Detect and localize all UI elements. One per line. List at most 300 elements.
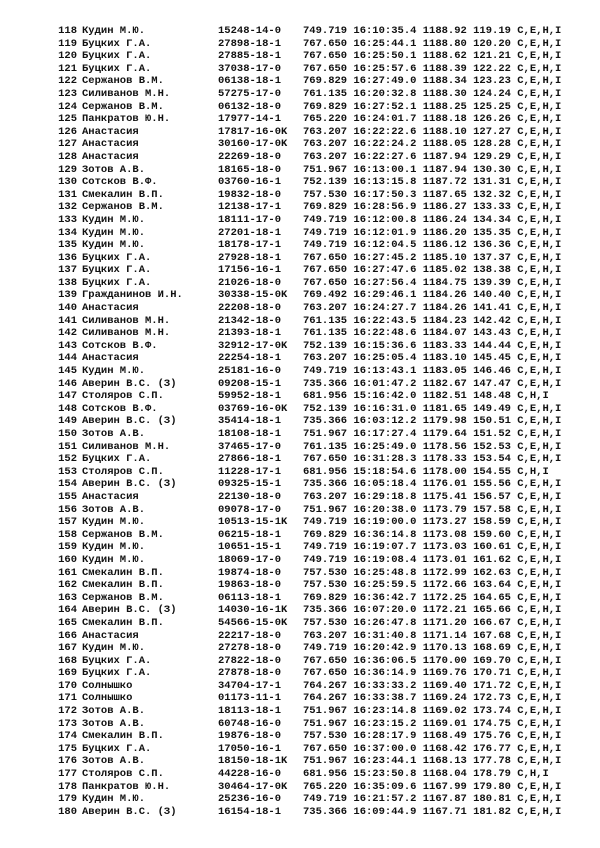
list-item: [53, 743, 593, 756]
list-item: [53, 189, 593, 202]
owner-name: Сержанов В.М.: [82, 528, 164, 541]
ring-code: 10651-15-1: [218, 541, 282, 554]
result-values: 749.719 16:19:08.4 1173.01 161.62 C,E,H,I: [303, 553, 562, 566]
list-item: [53, 50, 593, 63]
result-values: 769.829 16:27:52.1 1188.25 125.25 C,E,H,I: [303, 100, 562, 113]
row-number: 152: [58, 453, 77, 466]
row-number: 137: [58, 264, 77, 277]
ring-code: 11228-17-1: [218, 465, 282, 478]
result-values: 763.207 16:22:22.6 1188.10 127.27 C,E,H,I: [303, 125, 562, 138]
row-number: 131: [58, 188, 77, 201]
row-number: 130: [58, 176, 77, 189]
result-values: 765.220 16:24:01.7 1188.18 126.26 C,E,H,I: [303, 113, 562, 126]
list-item: [53, 315, 593, 328]
owner-name: Буцких Г.А.: [82, 276, 152, 289]
ring-code: 19832-18-0: [218, 188, 282, 201]
list-item: [53, 365, 593, 378]
row-number: 160: [58, 553, 77, 566]
owner-name: Сотсков В.Ф.: [82, 339, 158, 352]
ring-code: 60748-16-0: [218, 717, 282, 730]
ring-code: 16154-18-1: [218, 805, 282, 818]
result-values: 749.719 16:19:07.7 1173.03 160.61 C,E,H,I: [303, 541, 562, 554]
list-item: [53, 478, 593, 491]
list-item: [53, 504, 593, 517]
result-values: 735.366 16:03:12.2 1179.98 150.51 C,E,H,I: [303, 415, 562, 428]
list-item: [53, 378, 593, 391]
owner-name: Зотов А.В.: [82, 503, 146, 516]
result-values: 767.650 16:25:57.6 1188.39 122.22 C,E,H,I: [303, 62, 562, 75]
row-number: 167: [58, 642, 77, 655]
ring-code: 18178-17-1: [218, 239, 282, 252]
owner-name: Кудин М.Ю.: [82, 239, 146, 252]
row-number: 148: [58, 402, 77, 415]
owner-name: Сотсков В.Ф.: [82, 402, 158, 415]
row-number: 144: [58, 352, 77, 365]
result-values: 735.366 16:01:47.2 1182.67 147.47 C,E,H,I: [303, 377, 562, 390]
ring-code: 18113-18-1: [218, 705, 282, 718]
result-values: 769.829 16:28:56.9 1186.27 133.33 C,E,H,I: [303, 201, 562, 214]
row-number: 136: [58, 251, 77, 264]
ring-code: 27928-18-1: [218, 251, 282, 264]
ring-code: 14030-16-1K: [218, 604, 288, 617]
result-values: 752.139 16:15:36.6 1183.33 144.44 C,E,H,I: [303, 339, 562, 352]
owner-name: Сотсков В.Ф.: [82, 176, 158, 189]
result-values: 767.650 16:27:47.6 1185.02 138.38 C,E,H,I: [303, 264, 562, 277]
result-values: 751.967 16:23:44.1 1168.13 177.78 C,E,H,I: [303, 755, 562, 768]
result-values: 757.530 16:17:50.3 1187.65 132.32 C,E,H,I: [303, 188, 562, 201]
row-number: 141: [58, 314, 77, 327]
ring-code: 19874-18-0: [218, 566, 282, 579]
list-item: [53, 264, 593, 277]
ring-code: 30464-17-0K: [218, 780, 288, 793]
owner-name: Смекалин В.П.: [82, 188, 164, 201]
owner-name: Солнышко: [82, 692, 133, 705]
row-number: 138: [58, 276, 77, 289]
row-number: 158: [58, 528, 77, 541]
row-number: 128: [58, 150, 77, 163]
result-values: 749.719 16:10:35.4 1188.92 119.19 C,E,H,I: [303, 25, 562, 37]
owner-name: Кудин М.Ю.: [82, 541, 146, 554]
list-item: [53, 554, 593, 567]
ring-code: 32912-17-0K: [218, 339, 288, 352]
ring-code: 21342-18-0: [218, 314, 282, 327]
ring-code: 17156-16-1: [218, 264, 282, 277]
result-values: 735.366 16:05:18.4 1176.01 155.56 C,E,H,I: [303, 478, 562, 491]
ring-code: 03769-16-0K: [218, 402, 288, 415]
ring-code: 54566-15-0K: [218, 616, 288, 629]
owner-name: Буцких Г.А.: [82, 667, 152, 680]
result-values: 749.719 16:12:01.9 1186.20 135.35 C,E,H,I: [303, 226, 562, 239]
result-values: 735.366 16:09:44.9 1167.71 181.82 C,E,H,I: [303, 805, 562, 818]
ring-code: 18150-18-1K: [218, 755, 288, 768]
row-number: 155: [58, 490, 77, 503]
owner-name: Аверин В.С. (З): [82, 377, 177, 390]
ring-code: 27278-18-0: [218, 642, 282, 655]
ring-code: 06215-18-1: [218, 528, 282, 541]
row-number: 164: [58, 604, 77, 617]
row-number: 162: [58, 579, 77, 592]
row-number: 142: [58, 327, 77, 340]
owner-name: Сержанов В.М.: [82, 100, 164, 113]
ring-code: 18111-17-0: [218, 213, 282, 226]
list-item: [53, 415, 593, 428]
list-item: [53, 25, 593, 38]
owner-name: Буцких Г.А.: [82, 50, 152, 63]
owner-name: Буцких Г.А.: [82, 453, 152, 466]
ring-code: 06138-18-1: [218, 75, 282, 88]
list-item: [53, 75, 593, 88]
owner-name: Силиванов М.Н.: [82, 314, 171, 327]
ring-code: 34704-17-1: [218, 679, 282, 692]
result-values: 767.650 16:31:28.3 1178.33 153.54 C,E,H,I: [303, 453, 562, 466]
ring-code: 18165-18-0: [218, 163, 282, 176]
result-values: 749.719 16:19:00.0 1173.27 158.59 C,E,H,I: [303, 516, 562, 529]
list-item: [53, 214, 593, 227]
owner-name: Зотов А.В.: [82, 755, 146, 768]
owner-name: Буцких Г.А.: [82, 654, 152, 667]
row-number: 174: [58, 730, 77, 743]
owner-name: Кудин М.Ю.: [82, 793, 146, 806]
result-values: 757.530 16:28:17.9 1168.49 175.76 C,E,H,I: [303, 730, 562, 743]
ring-code: 30338-15-0K: [218, 289, 288, 302]
ring-code: 27822-18-0: [218, 654, 282, 667]
row-number: 163: [58, 591, 77, 604]
owner-name: Смекалин В.П.: [82, 566, 164, 579]
row-number: 150: [58, 428, 77, 440]
ring-code: 30160-17-0K: [218, 138, 288, 151]
list-item: [53, 630, 593, 643]
list-item: [53, 692, 593, 705]
owner-name: Зотов А.В.: [82, 717, 146, 730]
result-values: 751.967 16:23:15.2 1169.01 174.75 C,E,H,I: [303, 717, 562, 730]
result-values: 751.967 16:20:38.0 1173.79 157.58 C,E,H,I: [303, 503, 562, 516]
ring-code: 25236-16-0: [218, 793, 282, 806]
results-list: [53, 25, 593, 818]
list-item: [53, 327, 593, 340]
row-number: 143: [58, 339, 77, 352]
list-item: [53, 151, 593, 164]
list-item: [53, 680, 593, 693]
result-values: 765.220 16:35:09.6 1167.99 179.80 C,E,H,I: [303, 780, 562, 793]
list-item: [53, 579, 593, 592]
owner-name: Зотов А.В.: [82, 163, 146, 176]
list-item: [53, 352, 593, 365]
result-values: 761.135 16:20:32.8 1188.30 124.24 C,E,H,I: [303, 87, 562, 100]
owner-name: Панкратов Ю.Н.: [82, 780, 171, 793]
ring-code: 18069-17-0: [218, 553, 282, 566]
owner-name: Кудин М.Ю.: [82, 213, 146, 226]
row-number: 168: [58, 654, 77, 667]
ring-code: 22208-18-0: [218, 302, 282, 315]
ring-code: 15248-14-0: [218, 25, 282, 37]
ring-code: 19863-18-0: [218, 579, 282, 592]
row-number: 166: [58, 629, 77, 642]
list-item: [53, 755, 593, 768]
row-number: 126: [58, 125, 77, 138]
result-values: 751.967 16:23:14.8 1169.02 173.74 C,E,H,I: [303, 705, 562, 718]
row-number: 154: [58, 478, 77, 491]
row-number: 132: [58, 201, 77, 214]
row-number: 175: [58, 742, 77, 755]
list-item: [53, 239, 593, 252]
list-item: [53, 768, 593, 781]
owner-name: Анастасия: [82, 352, 139, 365]
list-item: [53, 705, 593, 718]
result-values: 681.956 15:16:42.0 1182.51 148.48 C,H,I: [303, 390, 549, 403]
owner-name: Анастасия: [82, 490, 139, 503]
result-values: 749.719 16:12:04.5 1186.12 136.36 C,E,H,I: [303, 239, 562, 252]
ring-code: 59952-18-1: [218, 390, 282, 403]
list-item: [53, 88, 593, 101]
owner-name: Анастасия: [82, 138, 139, 151]
row-number: 165: [58, 616, 77, 629]
list-item: [53, 604, 593, 617]
list-item: [53, 176, 593, 189]
ring-code: 03760-16-1: [218, 176, 282, 189]
result-values: 752.139 16:16:31.0 1181.65 149.49 C,E,H,I: [303, 402, 562, 415]
row-number: 121: [58, 62, 77, 75]
ring-code: 37465-17-0: [218, 440, 282, 453]
row-number: 140: [58, 302, 77, 315]
ring-code: 21393-18-1: [218, 327, 282, 340]
ring-code: 17817-16-0K: [218, 125, 288, 138]
list-item: [53, 617, 593, 630]
row-number: 161: [58, 566, 77, 579]
owner-name: Анастасия: [82, 629, 139, 642]
result-values: 764.267 16:33:38.7 1169.24 172.73 C,E,H,I: [303, 692, 562, 705]
list-item: [53, 491, 593, 504]
owner-name: Анастасия: [82, 125, 139, 138]
row-number: 118: [58, 25, 77, 37]
result-values: 763.207 16:22:24.2 1188.05 128.28 C,E,H,I: [303, 138, 562, 151]
owner-name: Солнышко: [82, 679, 133, 692]
owner-name: Зотов А.В.: [82, 428, 146, 440]
owner-name: Силиванов М.Н.: [82, 87, 171, 100]
list-item: [53, 655, 593, 668]
owner-name: Сержанов В.М.: [82, 75, 164, 88]
list-item: [53, 113, 593, 126]
result-values: 769.829 16:36:14.8 1173.08 159.60 C,E,H,I: [303, 528, 562, 541]
ring-code: 17977-14-1: [218, 113, 282, 126]
ring-code: 27866-18-1: [218, 453, 282, 466]
list-item: [53, 529, 593, 542]
list-item: [53, 718, 593, 731]
owner-name: Кудин М.Ю.: [82, 642, 146, 655]
owner-name: Столяров С.П.: [82, 390, 164, 403]
list-item: [53, 302, 593, 315]
ring-code: 22217-18-0: [218, 629, 282, 642]
list-item: [53, 428, 593, 441]
row-number: 124: [58, 100, 77, 113]
owner-name: Буцких Г.А.: [82, 264, 152, 277]
row-number: 178: [58, 780, 77, 793]
result-values: 751.967 16:17:27.4 1179.64 151.52 C,E,H,I: [303, 428, 562, 440]
result-values: 749.719 16:13:43.1 1183.05 146.46 C,E,H,I: [303, 365, 562, 378]
ring-code: 06132-18-0: [218, 100, 282, 113]
list-item: [53, 289, 593, 302]
list-item: [53, 138, 593, 151]
result-values: 769.829 16:36:42.7 1172.25 164.65 C,E,H,I: [303, 591, 562, 604]
list-item: [53, 781, 593, 794]
ring-code: 22254-18-1: [218, 352, 282, 365]
owner-name: Смекалин В.П.: [82, 579, 164, 592]
row-number: 127: [58, 138, 77, 151]
ring-code: 22269-18-0: [218, 150, 282, 163]
row-number: 123: [58, 87, 77, 100]
ring-code: 12138-17-1: [218, 201, 282, 214]
owner-name: Кудин М.Ю.: [82, 516, 146, 529]
result-values: 767.650 16:36:06.5 1170.00 169.70 C,E,H,I: [303, 654, 562, 667]
list-item: [53, 541, 593, 554]
list-item: [53, 201, 593, 214]
result-values: 757.530 16:25:48.8 1172.99 162.63 C,E,H,I: [303, 566, 562, 579]
ring-code: 09325-15-1: [218, 478, 282, 491]
row-number: 133: [58, 213, 77, 226]
row-number: 177: [58, 768, 77, 781]
row-number: 146: [58, 377, 77, 390]
list-item: [53, 277, 593, 290]
ring-code: 06113-18-1: [218, 591, 282, 604]
owner-name: Сержанов В.М.: [82, 591, 164, 604]
ring-code: 01173-11-1: [218, 692, 282, 705]
ring-code: 10513-15-1K: [218, 516, 288, 529]
result-values: 681.956 15:18:54.6 1178.00 154.55 C,H,I: [303, 465, 549, 478]
owner-name: Силиванов М.Н.: [82, 440, 171, 453]
row-number: 169: [58, 667, 77, 680]
list-item: [53, 516, 593, 529]
list-item: [53, 164, 593, 177]
ring-code: 27201-18-1: [218, 226, 282, 239]
row-number: 134: [58, 226, 77, 239]
list-item: [53, 466, 593, 479]
row-number: 157: [58, 516, 77, 529]
list-item: [53, 252, 593, 265]
row-number: 147: [58, 390, 77, 403]
row-number: 125: [58, 113, 77, 126]
result-values: 763.207 16:24:27.7 1184.26 141.41 C,E,H,I: [303, 302, 562, 315]
owner-name: Силиванов М.Н.: [82, 327, 171, 340]
row-number: 153: [58, 465, 77, 478]
row-number: 145: [58, 365, 77, 378]
result-values: 767.650 16:37:00.0 1168.42 176.77 C,E,H,I: [303, 742, 562, 755]
owner-name: Сержанов В.М.: [82, 201, 164, 214]
row-number: 159: [58, 541, 77, 554]
row-number: 151: [58, 440, 77, 453]
ring-code: 22130-18-0: [218, 490, 282, 503]
row-number: 139: [58, 289, 77, 302]
result-values: 761.135 16:25:49.0 1178.56 152.53 C,E,H,I: [303, 440, 562, 453]
row-number: 172: [58, 705, 77, 718]
ring-code: 44228-16-0: [218, 768, 282, 781]
result-values: 763.207 16:29:18.8 1175.41 156.57 C,E,H,I: [303, 490, 562, 503]
owner-name: Смекалин В.П.: [82, 730, 164, 743]
owner-name: Столяров С.П.: [82, 768, 164, 781]
owner-name: Смекалин В.П.: [82, 616, 164, 629]
row-number: 173: [58, 717, 77, 730]
result-values: 751.967 16:13:00.1 1187.94 130.30 C,E,H,I: [303, 163, 562, 176]
list-item: [53, 642, 593, 655]
list-item: [53, 793, 593, 806]
owner-name: Панкратов Ю.Н.: [82, 113, 171, 126]
result-values: 761.135 16:22:48.6 1184.07 143.43 C,E,H,I: [303, 327, 562, 340]
ring-code: 35414-18-1: [218, 415, 282, 428]
list-item: [53, 390, 593, 403]
row-number: 122: [58, 75, 77, 88]
row-number: 120: [58, 50, 77, 63]
owner-name: Буцких Г.А.: [82, 251, 152, 264]
result-values: 763.207 16:22:27.6 1187.94 129.29 C,E,H,I: [303, 150, 562, 163]
owner-name: Анастасия: [82, 302, 139, 315]
owner-name: Кудин М.Ю.: [82, 25, 146, 37]
result-values: 749.719 16:20:42.9 1170.13 168.69 C,E,H,I: [303, 642, 562, 655]
ring-code: 25181-16-0: [218, 365, 282, 378]
result-values: 767.650 16:25:50.1 1188.62 121.21 C,E,H,I: [303, 50, 562, 63]
row-number: 179: [58, 793, 77, 806]
list-item: [53, 126, 593, 139]
ring-code: 27885-18-1: [218, 50, 282, 63]
result-values: 757.530 16:25:59.5 1172.66 163.64 C,E,H,I: [303, 579, 562, 592]
result-values: 752.139 16:13:15.8 1187.72 131.31 C,E,H,I: [303, 176, 562, 189]
list-item: [53, 101, 593, 114]
result-values: 767.650 16:27:45.2 1185.10 137.37 C,E,H,I: [303, 251, 562, 264]
list-item: [53, 567, 593, 580]
owner-name: Кудин М.Ю.: [82, 365, 146, 378]
list-item: [53, 38, 593, 51]
owner-name: Буцких Г.А.: [82, 62, 152, 75]
owner-name: Буцких Г.А.: [82, 742, 152, 755]
owner-name: Столяров С.П.: [82, 465, 164, 478]
row-number: 129: [58, 163, 77, 176]
owner-name: Кудин М.Ю.: [82, 226, 146, 239]
owner-name: Аверин В.С. (З): [82, 415, 177, 428]
owner-name: Аверин В.С. (З): [82, 805, 177, 818]
result-values: 767.650 16:36:14.9 1169.76 170.71 C,E,H,I: [303, 667, 562, 680]
row-number: 171: [58, 692, 77, 705]
ring-code: 27878-18-0: [218, 667, 282, 680]
list-item: [53, 667, 593, 680]
row-number: 156: [58, 503, 77, 516]
list-item: [53, 592, 593, 605]
result-values: 761.135 16:22:43.5 1184.23 142.42 C,E,H,I: [303, 314, 562, 327]
owner-name: Кудин М.Ю.: [82, 553, 146, 566]
row-number: 176: [58, 755, 77, 768]
row-number: 170: [58, 679, 77, 692]
owner-name: Аверин В.С. (З): [82, 604, 177, 617]
owner-name: Буцких Г.А.: [82, 37, 152, 50]
list-item: [53, 453, 593, 466]
list-item: [53, 806, 593, 819]
result-values: 681.956 15:23:50.8 1168.04 178.79 C,H,I: [303, 768, 549, 781]
ring-code: 18108-18-1: [218, 428, 282, 440]
result-values: 757.530 16:26:47.8 1171.20 166.67 C,E,H,I: [303, 616, 562, 629]
result-values: 767.650 16:25:44.1 1188.80 120.20 C,E,H,I: [303, 37, 562, 50]
ring-code: 27898-18-1: [218, 37, 282, 50]
owner-name: Анастасия: [82, 150, 139, 163]
row-number: 135: [58, 239, 77, 252]
ring-code: 09208-15-1: [218, 377, 282, 390]
ring-code: 21026-18-0: [218, 276, 282, 289]
ring-code: 19876-18-0: [218, 730, 282, 743]
result-values: 769.829 16:27:49.0 1188.34 123.23 C,E,H,I: [303, 75, 562, 88]
row-number: 149: [58, 415, 77, 428]
ring-code: 57275-17-0: [218, 87, 282, 100]
result-values: 769.492 16:29:46.1 1184.26 140.40 C,E,H,I: [303, 289, 562, 302]
result-values: 764.267 16:33:33.2 1169.40 171.72 C,E,H,I: [303, 679, 562, 692]
row-number: 180: [58, 805, 77, 818]
owner-name: Зотов А.В.: [82, 705, 146, 718]
result-values: 749.719 16:12:00.8 1186.24 134.34 C,E,H,I: [303, 213, 562, 226]
list-item: [53, 63, 593, 76]
